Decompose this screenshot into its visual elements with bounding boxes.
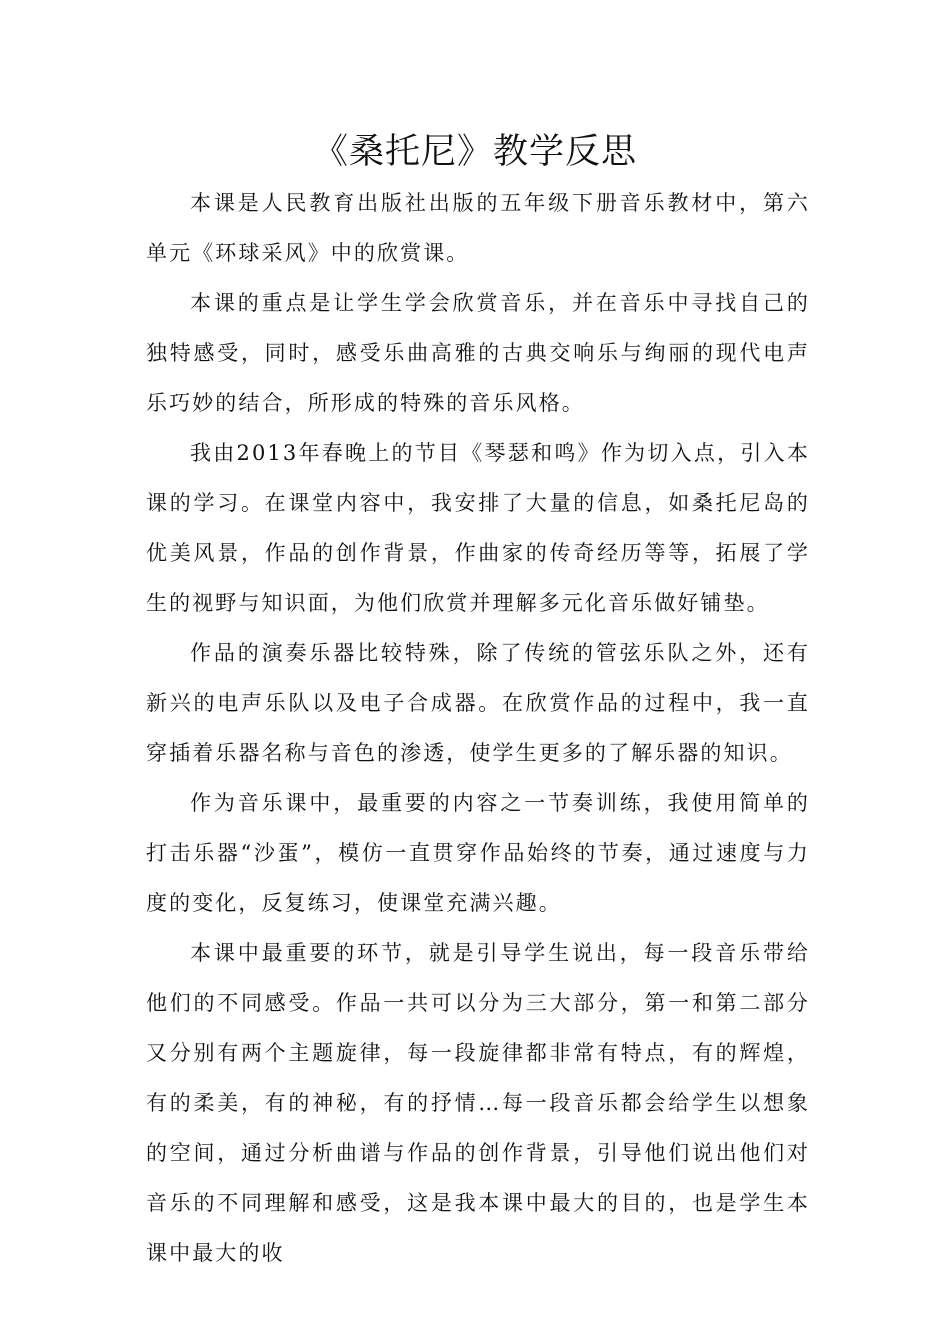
document-body: [146, 178, 810, 1278]
paragraph-5: 作为音乐课中，最重要的内容之一节奏训练，我使用简单的打击乐器“沙蛋”，模仿一直贯穿作品始终的节奏，通过速度与力度的变化，反复练习，使课堂充满兴趣。: [146, 791, 810, 915]
paragraph-1: 本课是人民教育出版社出版的五年级下册音乐教材中，第六单元《环球采风》中的欣赏课。: [146, 191, 810, 265]
paragraph-4: 作品的演奏乐器比较特殊，除了传统的管弦乐队之外，还有新兴的电声乐队以及电子合成器。在欣赏作品的过程中，我一直穿插着乐器名称与音色的渗透，使学生更多的了解乐器的知识。: [146, 641, 810, 765]
paragraph-2: 本课的重点是让学生学会欣赏音乐，并在音乐中寻找自己的独特感受，同时，感受乐曲高雅的古典交响乐与绚丽的现代电声乐巧妙的结合，所形成的特殊的音乐风格。: [146, 291, 810, 415]
paragraph-6: 本课中最重要的环节，就是引导学生说出，每一段音乐带给他们的不同感受。作品一共可以分为三大部分，第一和第二部分又分别有两个主题旋律，每一段旋律都非常有特点，有的辉煌，有的柔美，有的神秘，有的抒情…每一段音乐都会给学生以想象的空间，通过分析曲谱与作品的创作背景，引导他们说出他们对音乐的不同理解和感受，这是我本课中最大的目的，也是学生本课中最大的收: [146, 941, 810, 1265]
document-title: 《桑托尼》教学反思: [312, 132, 637, 172]
paragraph-3: 我由2013年春晚上的节目《琴瑟和鸣》作为切入点，引入本课的学习。在课堂内容中，我安排了大量的信息，如桑托尼岛的优美风景，作品的创作背景，作曲家的传奇经历等等，拓展了学生的视野与知识面，为他们欣赏并理解多元化音乐做好铺垫。: [146, 441, 810, 615]
